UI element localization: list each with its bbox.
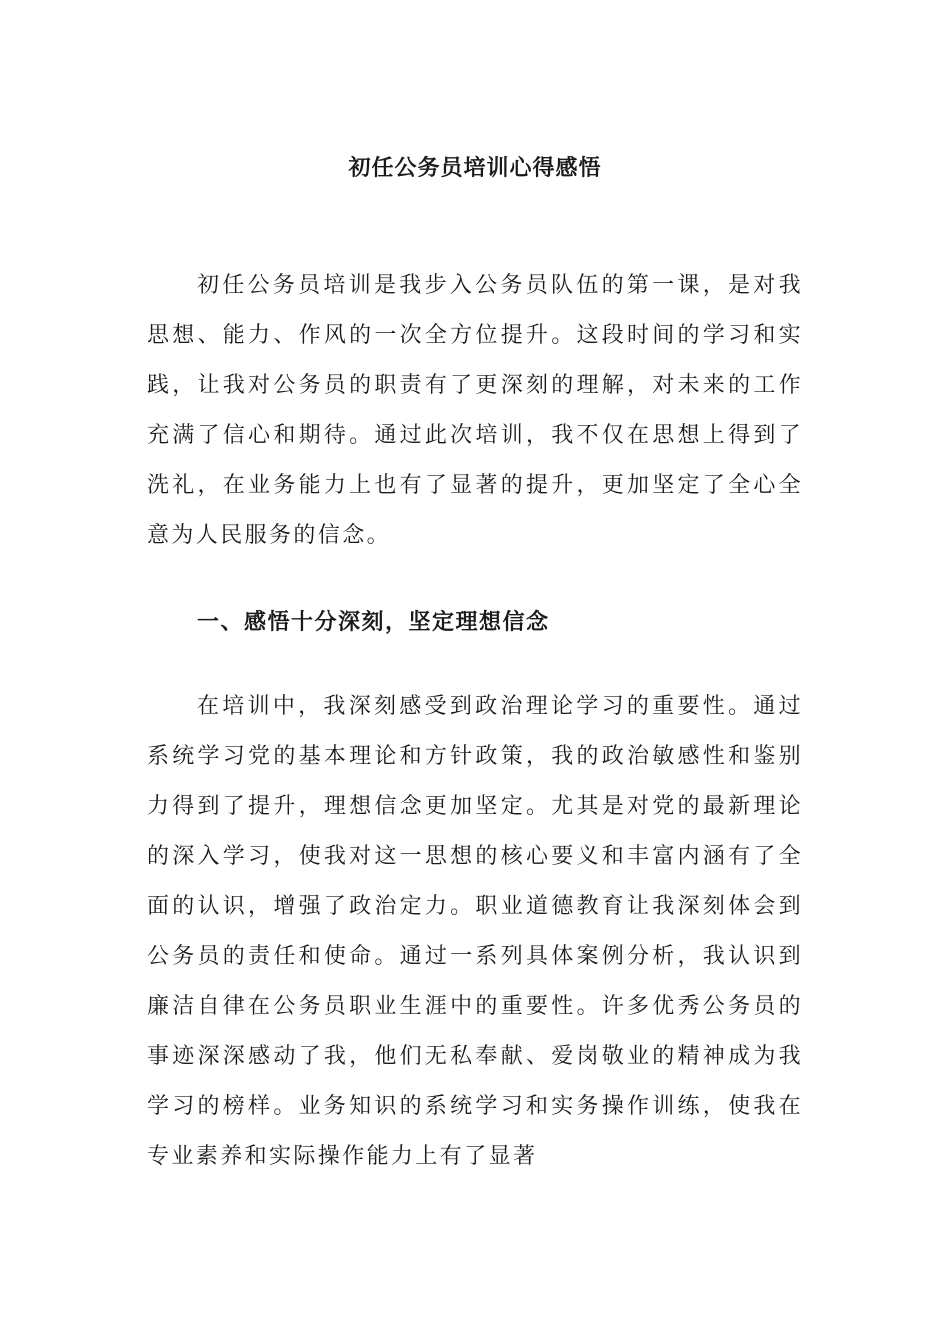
- intro-paragraph: 初任公务员培训是我步入公务员队伍的第一课，是对我思想、能力、作风的一次全方位提升。这段时间的学习和实践，让我对公务员的职责有了更深刻的理解，对未来的工作充满了信心和期待。通过此次培训，我不仅在思想上得到了洗礼，在业务能力上也有了显著的提升，更加坚定了全心全意为人民服务的信念。: [147, 273, 803, 548]
- section-heading: 一、感悟十分深刻，坚定理想信念: [197, 609, 550, 635]
- document-title: 初任公务员培训心得感悟: [348, 154, 602, 181]
- section-paragraph: 在培训中，我深刻感受到政治理论学习的重要性。通过系统学习党的基本理论和方针政策，我的政治敏感性和鉴别力得到了提升，理想信念更加坚定。尤其是对党的最新理论的深入学习，使我对这一思想的核心要义和丰富内涵有了全面的认识，增强了政治定力。职业道德教育让我深刻体会到公务员的责任和使命。通过一系列具体案例分析，我认识到廉洁自律在公务员职业生涯中的重要性。许多优秀公务员的事迹深深感动了我，他们无私奉献、爱岗敬业的精神成为我学习的榜样。业务知识的系统学习和实务操作训练，使我在专业素养和实际操作能力上有了显著: [147, 694, 803, 1169]
